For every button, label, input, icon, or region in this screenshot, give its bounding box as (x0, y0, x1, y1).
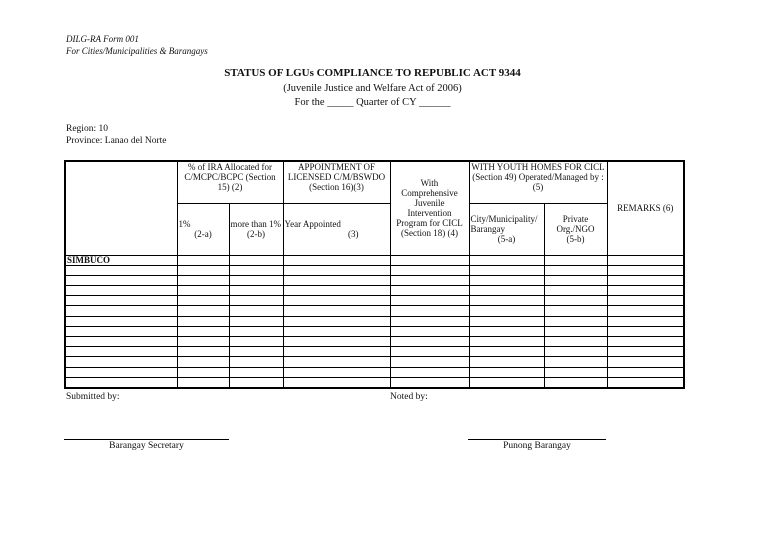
private-org-code: (5-b) (566, 234, 585, 244)
form-code: DILG-RA Form 001 (66, 34, 139, 44)
table-row (65, 286, 684, 296)
youth-homes-header: WITH YOUTH HOMES FOR CICL (Section 49) Operated/Managed by : (5) (469, 161, 607, 203)
table-row (65, 357, 684, 367)
ira-1pct-label: 1% (178, 219, 191, 229)
noted-by-label: Noted by: (390, 392, 428, 402)
table-row (65, 367, 684, 377)
table-row (65, 275, 684, 285)
year-appointed-label: Year Appointed (284, 219, 341, 229)
document-title: STATUS OF LGUs COMPLIANCE TO REPUBLIC ACT 9344 (224, 67, 521, 79)
table-row (65, 265, 684, 275)
submitted-by-label: Submitted by: (66, 392, 120, 402)
document-subtitle: (Juvenile Justice and Welfare Act of 2006) (283, 83, 462, 94)
signature-line-left (64, 439, 229, 440)
intervention-program-header: With Comprehensive Juvenile Intervention Program for CICL (Section 18) (4) (390, 161, 469, 255)
compliance-table (64, 160, 685, 389)
ira-more-label: more than 1% (230, 219, 281, 229)
table-row (65, 306, 684, 316)
punong-barangay-label: Punong Barangay (503, 441, 571, 451)
remarks-header: REMARKS (6) (607, 161, 684, 255)
barangay-secretary-label: Barangay Secretary (109, 441, 184, 451)
ira-more-header (229, 203, 283, 255)
ira-more-code: (2-b) (247, 229, 265, 239)
region-label: Region: 10 (66, 124, 108, 134)
ira-allocation-header: % of IRA Allocated for C/MCPC/BCPC (Section 15) (2) (177, 161, 283, 203)
table-row (65, 337, 684, 347)
table-row (65, 347, 684, 357)
signature-line-right (468, 439, 606, 440)
appointment-header: APPOINTMENT OF LICENSED C/M/BSWDO (Section 16)(3) (283, 161, 390, 203)
table-row (65, 296, 684, 306)
private-org-header (544, 203, 607, 255)
year-appointed-header (283, 203, 390, 255)
private-org-label: Private Org./NGO (556, 214, 595, 234)
lgu-name-header (65, 161, 177, 255)
year-appointed-code: (3) (348, 229, 359, 239)
table-row (65, 377, 684, 388)
province-label: Province: Lanao del Norte (66, 136, 167, 146)
form-scope: For Cities/Municipalities & Barangays (66, 46, 208, 56)
table-row (65, 255, 684, 265)
city-barangay-label: City/Municipality/ Barangay (470, 214, 538, 234)
table-row (65, 316, 684, 326)
form-identifier (66, 33, 208, 57)
reporting-period: For the _____ Quarter of CY ______ (294, 97, 451, 108)
ira-1pct-header (177, 203, 229, 255)
city-barangay-code: (5-a) (497, 234, 516, 244)
city-barangay-header (469, 203, 544, 255)
ira-1pct-code: (2-a) (194, 229, 212, 239)
lgu-name-cell: SIMBUCO (65, 255, 177, 265)
table-row (65, 326, 684, 336)
